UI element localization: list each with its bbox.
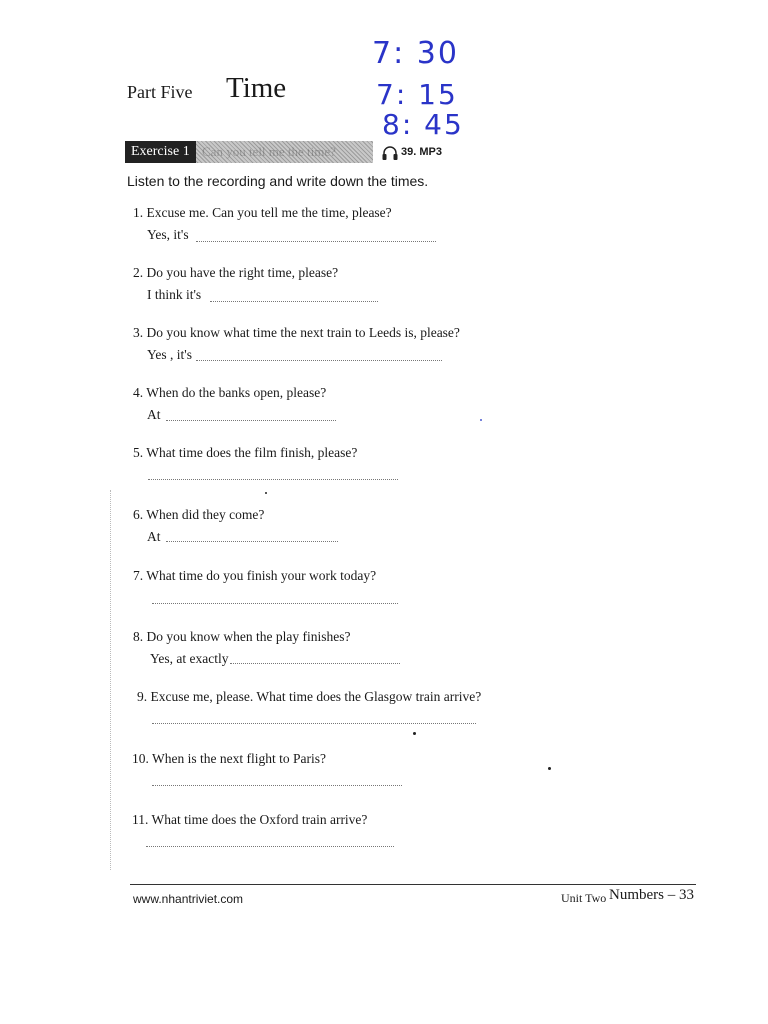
answer-line-6 (166, 540, 338, 542)
exercise-tag: Exercise 1 (125, 141, 196, 163)
instructions: Listen to the recording and write down the times. (127, 173, 429, 189)
question-5: 5. What time does the film finish, please? (133, 445, 358, 460)
footer-divider (130, 884, 696, 885)
handwritten-time-2: 7: 15 (376, 78, 458, 111)
question-3: 3. Do you know what time the next train to Leeds is, please? (133, 325, 460, 340)
question-10: 10. When is the next flight to Paris? (132, 751, 326, 766)
question-7: 7. What time do you finish your work today? (133, 568, 377, 583)
headphones-icon (381, 145, 399, 161)
question-4: 4. When do the banks open, please? (133, 385, 327, 400)
answer-prompt-4: At (147, 407, 161, 422)
question-11: 11. What time does the Oxford train arrive? (132, 812, 368, 827)
answer-line-5 (148, 478, 398, 480)
answer-line-8 (230, 662, 400, 664)
question-2: 2. Do you have the right time, please? (133, 265, 339, 280)
footer-url: www.nhantriviet.com (133, 892, 244, 906)
exercise-subtitle: Can you tell me the time? (202, 144, 336, 159)
answer-line-4 (166, 419, 336, 421)
answer-prompt-2: I think it's (147, 287, 202, 302)
answer-line-2 (210, 300, 378, 302)
answer-line-1 (196, 240, 436, 242)
part-label: Part Five (127, 82, 193, 102)
answer-line-10 (152, 784, 402, 786)
scan-speck (413, 732, 416, 735)
answer-line-11 (146, 845, 394, 847)
footer-unit: Unit Two (561, 891, 607, 905)
answer-line-9 (152, 722, 476, 724)
scan-speck (480, 419, 482, 421)
audio-track-label: 39. MP3 (401, 146, 442, 158)
margin-mark (110, 490, 111, 870)
answer-prompt-3: Yes , it's (147, 347, 192, 362)
page-number: 33 (679, 887, 694, 903)
page-title: Time (226, 72, 287, 104)
answer-line-7 (152, 602, 398, 604)
question-6: 6. When did they come? (133, 507, 265, 522)
answer-prompt-1: Yes, it's (147, 227, 189, 242)
handwritten-time-3: 8: 45 (382, 108, 464, 141)
answer-line-3 (196, 359, 442, 361)
footer-section: Numbers – (609, 887, 676, 903)
question-9: 9. Excuse me, please. What time does the Glasgow train arrive? (137, 689, 482, 704)
question-1: 1. Excuse me. Can you tell me the time, please? (133, 205, 392, 220)
scan-speck (265, 492, 267, 494)
footer-section-page (609, 887, 694, 904)
handwritten-time-1: 7: 30 (372, 36, 459, 71)
answer-prompt-8: Yes, at exactly (150, 651, 229, 666)
question-8: 8. Do you know when the play finishes? (133, 629, 351, 644)
scan-speck (548, 767, 551, 770)
answer-prompt-6: At (147, 529, 161, 544)
